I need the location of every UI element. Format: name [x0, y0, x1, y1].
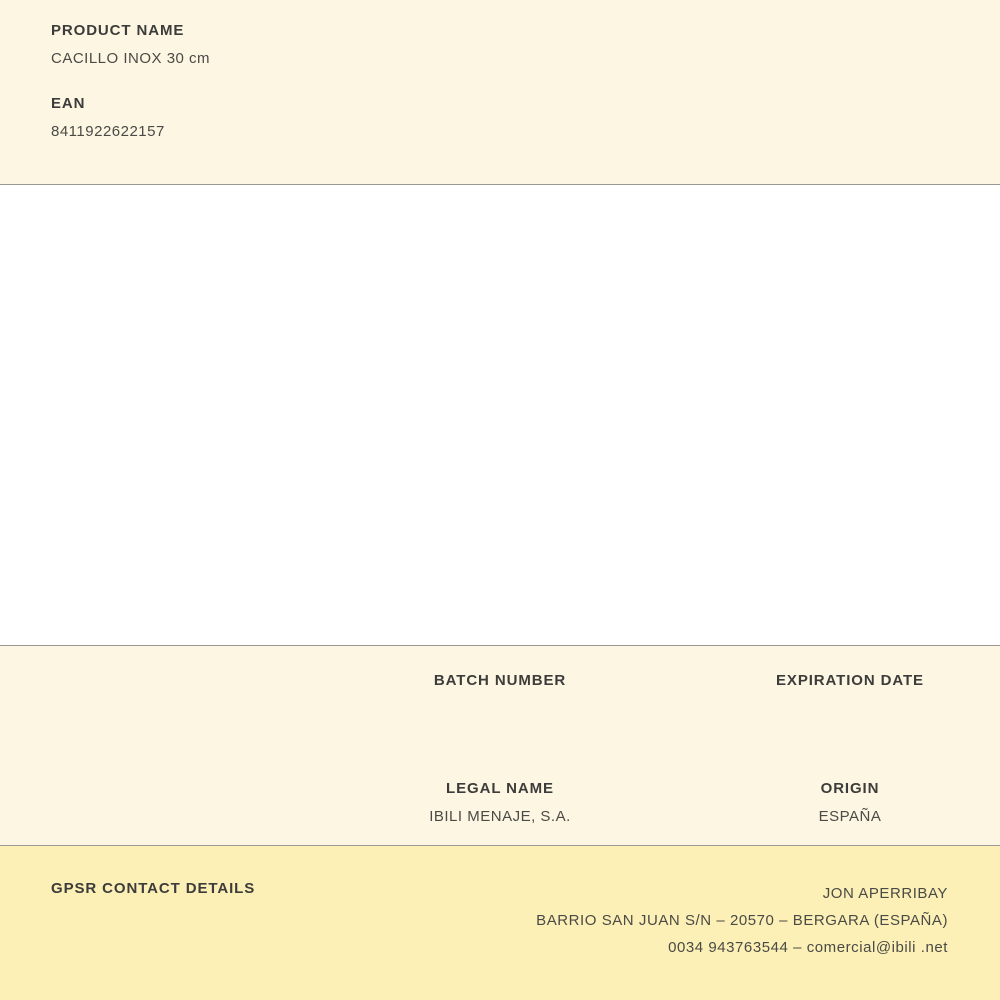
- batch-number-label: BATCH NUMBER: [433, 672, 567, 689]
- gpsr-contact-address: BARRIO SAN JUAN S/N – 20570 – BERGARA (ESPAÑA): [536, 912, 948, 929]
- gpsr-contact-details: [536, 880, 948, 961]
- product-name-value: CACILLO INOX 30 cm: [51, 50, 211, 67]
- origin-label: ORIGIN: [820, 780, 880, 797]
- expiration-date-value: [700, 700, 1000, 718]
- details-row-legal: [0, 780, 1000, 826]
- legal-name-label: LEGAL NAME: [446, 780, 554, 797]
- expiration-date-field: [700, 672, 1000, 718]
- batch-number-value: [300, 700, 700, 718]
- gpsr-contact-name: JON APERRIBAY: [822, 885, 948, 902]
- product-details-section: [0, 646, 1000, 846]
- ean-label: EAN: [51, 95, 86, 112]
- details-spacer-left-2: [0, 780, 300, 826]
- gpsr-contact-label: GPSR CONTACT DETAILS: [51, 880, 256, 897]
- batch-number-field: [300, 672, 700, 718]
- product-name-field: [0, 22, 1000, 67]
- product-header-section: [0, 0, 1000, 185]
- origin-value: ESPAÑA: [818, 808, 882, 825]
- legal-name-value: IBILI MENAJE, S.A.: [429, 808, 571, 825]
- gpsr-footer: [0, 846, 1000, 1000]
- product-image-area: [0, 185, 1000, 646]
- product-name-label: PRODUCT NAME: [51, 22, 185, 39]
- expiration-date-label: EXPIRATION DATE: [776, 672, 924, 689]
- origin-field: [700, 780, 1000, 826]
- details-spacer-left: [0, 672, 300, 718]
- details-row-batch: [0, 672, 1000, 718]
- gpsr-contact-phone-email: 0034 943763544 – comercial@ibili .net: [668, 939, 948, 956]
- ean-field: [0, 95, 1000, 140]
- legal-name-field: [300, 780, 700, 826]
- ean-value: 8411922622157: [51, 123, 165, 140]
